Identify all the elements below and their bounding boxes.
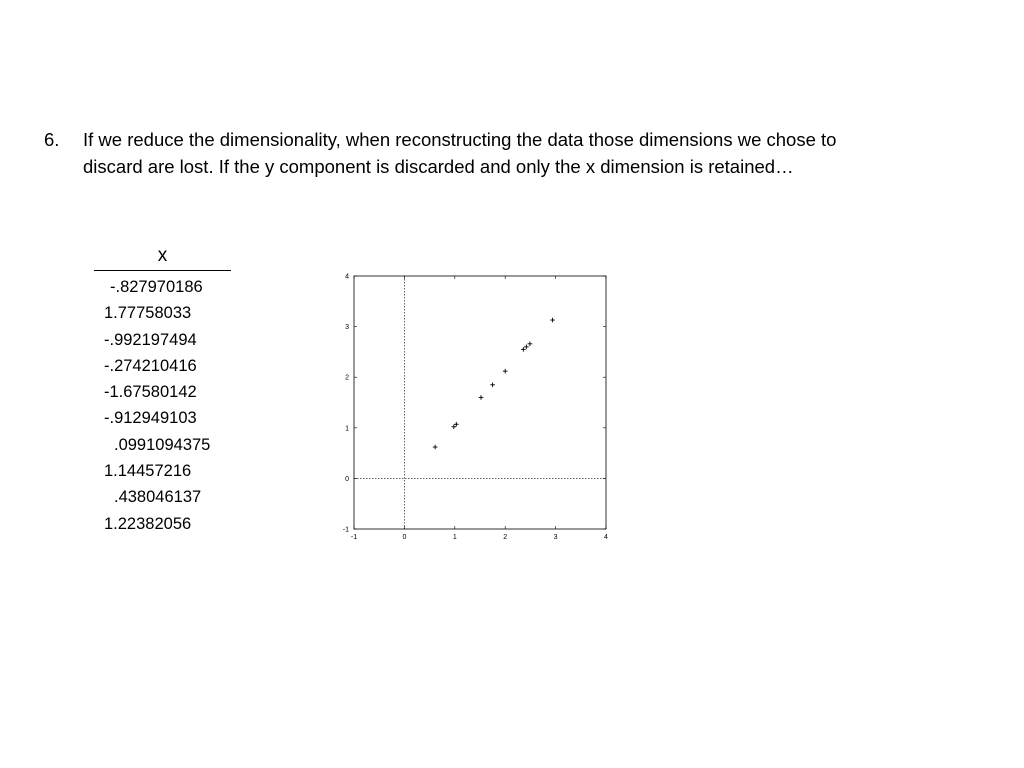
- scatter-plot-svg: [330, 266, 620, 546]
- table-row: .438046137: [114, 488, 202, 507]
- table-row: 1.14457216: [104, 462, 192, 481]
- paragraph-line-1: If we reduce the dimensionality, when reconstructing the data those dimensions we chose to: [83, 129, 837, 150]
- data-point: [503, 369, 508, 374]
- x-tick-label: 0: [402, 534, 407, 541]
- data-point: [454, 422, 459, 427]
- data-point: [550, 318, 555, 323]
- x-tick-label: 3: [553, 534, 558, 541]
- table-row: .0991094375: [114, 435, 211, 454]
- data-point: [433, 445, 438, 450]
- data-point: [490, 382, 495, 387]
- y-tick-label: 2: [345, 374, 349, 382]
- data-point: [451, 424, 456, 429]
- x-tick-label: -1: [350, 534, 358, 541]
- table-rows: [94, 274, 231, 537]
- table-row: 1.22382056: [104, 514, 192, 533]
- table-row: -.827970186: [110, 278, 203, 296]
- table-row: -.274210416: [104, 356, 197, 375]
- table-row: -.992197494: [104, 330, 197, 349]
- y-tick-label: 1: [345, 425, 349, 433]
- x-tick-label: 1: [452, 534, 457, 541]
- y-tick-label: -1: [342, 526, 349, 534]
- paragraph-body: [83, 126, 973, 180]
- paragraph-line-2: discard are lost. If the y component is discarded and only the x dimension is retained…: [83, 156, 794, 177]
- item-number: 6.: [44, 129, 60, 150]
- data-point: [524, 345, 529, 350]
- scatter-plot: [330, 266, 620, 546]
- y-tick-label: 4: [345, 273, 349, 281]
- y-tick-label: 3: [345, 324, 349, 332]
- plot-frame: [354, 276, 606, 529]
- x-tick-label: 4: [604, 534, 608, 541]
- data-point: [479, 395, 484, 400]
- x-values-table: [94, 243, 231, 537]
- data-point: [528, 342, 533, 347]
- table-row: -1.67580142: [104, 383, 197, 402]
- x-tick-label: 2: [503, 534, 508, 541]
- table-row: 1.77758033: [104, 304, 192, 323]
- data-point: [521, 347, 526, 352]
- table-row: -.912949103: [104, 409, 197, 428]
- table-header-x: x: [94, 243, 231, 271]
- y-tick-label: 0: [345, 475, 349, 483]
